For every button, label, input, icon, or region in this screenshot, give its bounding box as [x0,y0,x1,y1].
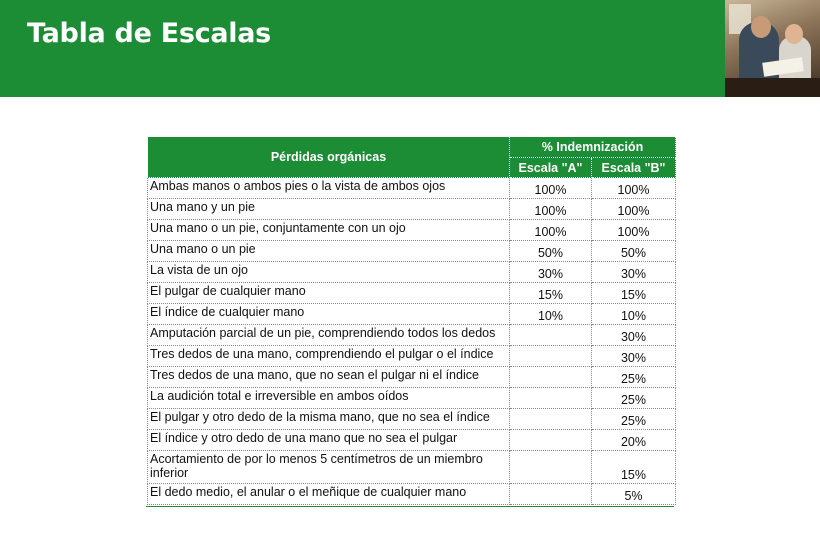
table-row [148,304,676,325]
page-title: Tabla de Escalas [27,18,271,49]
row-scale-a: 100% [510,199,592,220]
row-scale-a [510,484,592,505]
table-body [148,178,676,505]
table-row [148,283,676,304]
row-label: El dedo medio, el anular o el meñique de cualquier mano [148,484,510,505]
photo-adult-head [751,16,771,38]
row-scale-a [510,325,592,346]
row-label: Tres dedos de una mano, comprendiendo el pulgar o el índice [148,346,510,367]
row-scale-a: 15% [510,283,592,304]
row-label: Una mano o un pie, conjuntamente con un ojo [148,220,510,241]
header-indemnization: % Indemnización [510,137,676,158]
row-label: La vista de un ojo [148,262,510,283]
photo-child-head [785,24,803,44]
table-row [148,367,676,388]
row-scale-a [510,409,592,430]
scales-table [147,136,676,505]
row-label: Acortamiento de por lo menos 5 centímetros de un miembro inferior [148,451,510,484]
row-label: Una mano y un pie [148,199,510,220]
row-scale-b: 10% [592,304,676,325]
row-scale-b: 30% [592,325,676,346]
row-label: El índice de cualquier mano [148,304,510,325]
row-scale-b: 25% [592,388,676,409]
row-label: El índice y otro dedo de una mano que no sea el pulgar [148,430,510,451]
table-row [148,409,676,430]
row-scale-b: 30% [592,262,676,283]
row-label: Amputación parcial de un pie, comprendiendo todos los dedos [148,325,510,346]
photo-table [725,78,820,97]
row-scale-b: 25% [592,367,676,388]
row-scale-b: 5% [592,484,676,505]
row-label: El pulgar y otro dedo de la misma mano, que no sea el índice [148,409,510,430]
row-scale-b: 100% [592,220,676,241]
row-scale-a: 100% [510,220,592,241]
row-label: Una mano o un pie [148,241,510,262]
row-label: El pulgar de cualquier mano [148,283,510,304]
row-scale-b: 30% [592,346,676,367]
row-scale-b: 20% [592,430,676,451]
row-label: Tres dedos de una mano, que no sean el pulgar ni el índice [148,367,510,388]
row-scale-a [510,388,592,409]
table-row [148,220,676,241]
row-scale-a [510,451,592,484]
row-scale-b: 15% [592,283,676,304]
row-label: Ambas manos o ambos pies o la vista de ambos ojos [148,178,510,199]
header-organic-losses: Pérdidas orgánicas [148,137,510,178]
row-scale-a: 100% [510,178,592,199]
row-label: La audición total e irreversible en ambos oídos [148,388,510,409]
header-banner [0,0,725,97]
table-row [148,451,676,484]
table-row [148,346,676,367]
table-row [148,178,676,199]
row-scale-a [510,346,592,367]
row-scale-a [510,430,592,451]
table-row [148,430,676,451]
row-scale-b: 25% [592,409,676,430]
row-scale-a [510,367,592,388]
row-scale-a: 10% [510,304,592,325]
row-scale-b: 100% [592,199,676,220]
table-row [148,241,676,262]
header-scale-b: Escala "B" [592,158,676,178]
row-scale-b: 100% [592,178,676,199]
table-row [148,262,676,283]
family-photo [725,0,820,97]
row-scale-b: 15% [592,451,676,484]
table-row [148,325,676,346]
row-scale-b: 50% [592,241,676,262]
table-row [148,199,676,220]
header-scale-a: Escala "A" [510,158,592,178]
table-row [148,484,676,505]
row-scale-a: 30% [510,262,592,283]
row-scale-a: 50% [510,241,592,262]
table-row [148,388,676,409]
